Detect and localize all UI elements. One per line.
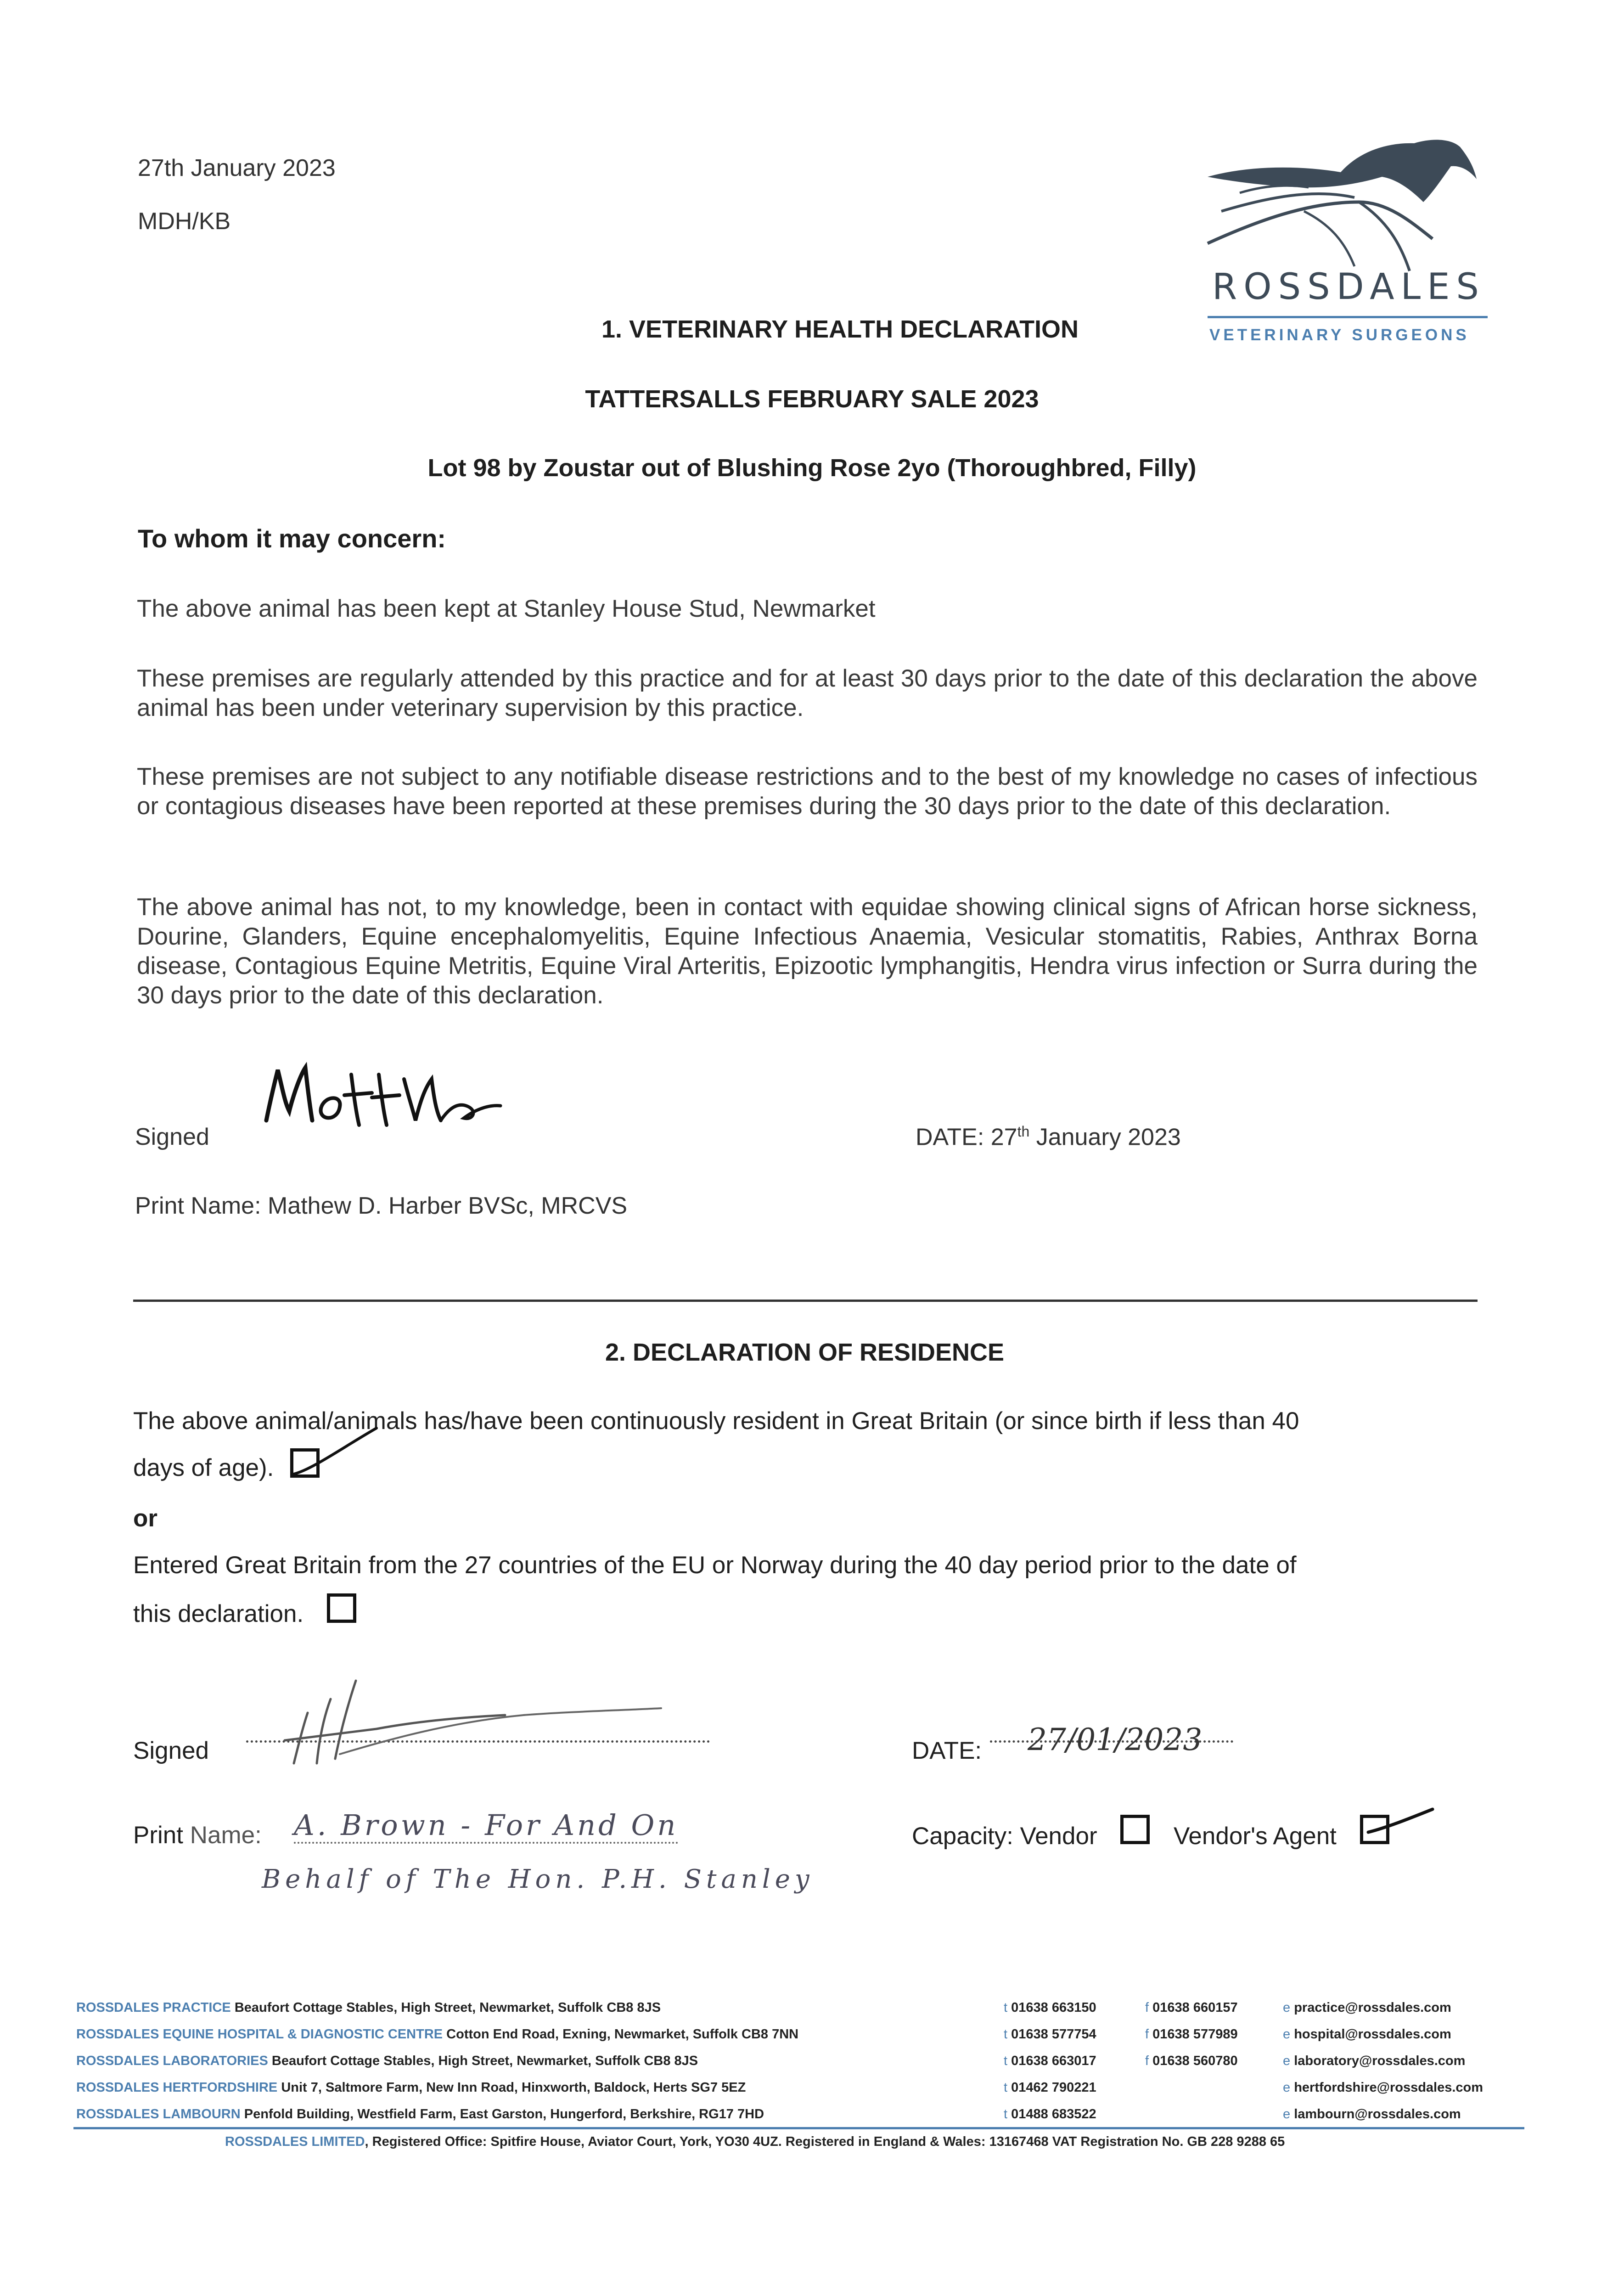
paragraph-restrictions: These premises are not subject to any notifiable disease restrictions and to the best of my knowledge no cases of infectious or contagious diseases have been reported at these premises during the 30 days prior to the date of this declaration. bbox=[137, 763, 1478, 820]
agent-check-mark-icon bbox=[1354, 1800, 1437, 1855]
vet-signature bbox=[257, 1052, 514, 1139]
section1-heading: 1. VETERINARY HEALTH DECLARATION bbox=[601, 315, 1079, 343]
section-divider bbox=[133, 1300, 1478, 1302]
print-name-value-line1: A. Brown - For And On bbox=[294, 1808, 678, 1844]
footer-fax-practice: f 01638 660157 bbox=[1145, 2000, 1238, 2015]
footer-phone-laboratories: t 01638 663017 bbox=[1004, 2054, 1096, 2068]
letter-reference: MDH/KB bbox=[138, 208, 231, 235]
footer-email-hospital[interactable]: e hospital@rossdales.com bbox=[1283, 2027, 1451, 2042]
capacity-label: Capacity: Vendor bbox=[912, 1823, 1097, 1850]
option1-check-mark-icon bbox=[275, 1419, 386, 1492]
footer-row-laboratories: ROSSDALES LABORATORIES Beaufort Cottage Stables, High Street, Newmarket, Suffolk CB8 8JS bbox=[76, 2054, 698, 2068]
signed-label-1: Signed bbox=[135, 1124, 209, 1150]
horse-logo-icon bbox=[1194, 133, 1492, 276]
footer-fax-hospital: f 01638 577989 bbox=[1145, 2027, 1238, 2042]
paragraph-premises: The above animal has been kept at Stanley House Stud, Newmarket bbox=[137, 595, 876, 622]
footer-phone-hospital: t 01638 577754 bbox=[1004, 2027, 1096, 2042]
signed-label-2: Signed bbox=[133, 1737, 209, 1764]
footer-phone-practice: t 01638 663150 bbox=[1004, 2000, 1096, 2015]
vendor-checkbox[interactable] bbox=[1120, 1815, 1150, 1844]
vendor-signature bbox=[266, 1671, 680, 1773]
date-label-2: DATE: bbox=[912, 1737, 982, 1764]
footer-fax-laboratories: f 01638 560780 bbox=[1145, 2054, 1238, 2068]
footer-email-practice[interactable]: e practice@rossdales.com bbox=[1283, 2000, 1451, 2015]
sale-title: TATTERSALLS FEBRUARY SALE 2023 bbox=[585, 385, 1039, 413]
option2-line2: this declaration. bbox=[133, 1600, 304, 1627]
footer-email-laboratories[interactable]: e laboratory@rossdales.com bbox=[1283, 2054, 1466, 2068]
paragraph-supervision: These premises are regularly attended by this practice and for at least 30 days prior to the date of this declaration the above animal has been under veterinary supervision by this practice. bbox=[137, 665, 1478, 721]
option1-line2: days of age). bbox=[133, 1454, 274, 1481]
footer-row-lambourn: ROSSDALES LAMBOURN Penfold Building, Westfield Farm, East Garston, Hungerford, Berkshire, RG17 7HD bbox=[76, 2107, 764, 2122]
footer-row-practice: ROSSDALES PRACTICE Beaufort Cottage Stables, High Street, Newmarket, Suffolk CB8 8JS bbox=[76, 2000, 661, 2015]
option2-checkbox[interactable] bbox=[327, 1593, 356, 1623]
footer-email-lambourn[interactable]: e lambourn@rossdales.com bbox=[1283, 2107, 1461, 2122]
footer-registered: ROSSDALES LIMITED, Registered Office: Spitfire House, Aviator Court, York, YO30 4UZ. Registered in England & Wales: 13167468 VAT Registration No. GB 228 9288 65 bbox=[225, 2134, 1285, 2149]
footer-row-hospital: ROSSDALES EQUINE HOSPITAL & DIAGNOSTIC CENTRE Cotton End Road, Exning, Newmarket, Suffolk CB8 7NN bbox=[76, 2027, 799, 2042]
paragraph-diseases: The above animal has not, to my knowledge, been in contact with equidae showing clinical signs of African horse sickness, Dourine, Glanders, Equine encephalomyelitis, Equine Infectious Anaemia, Vesicular stomatitis, Rabies, Anthrax Borna disease, Contagious Equine Metritis, Equine Viral Arteritis, Epizootic lymphangitis, Hendra virus infection or Surra during the 30 days prior to the date of this declaration. bbox=[137, 894, 1478, 1009]
footer-row-hertfordshire: ROSSDALES HERTFORDSHIRE Unit 7, Saltmore Farm, New Inn Road, Hinxworth, Baldock, Herts SG7 5EZ bbox=[76, 2080, 746, 2095]
logo-rule bbox=[1208, 316, 1488, 318]
salutation: To whom it may concern: bbox=[138, 524, 446, 553]
print-name-value-line2: Behalf of The Hon. P.H. Stanley bbox=[262, 1864, 814, 1894]
option2-line1: Entered Great Britain from the 27 countries of the EU or Norway during the 40 day period prior to the date of bbox=[133, 1552, 1297, 1579]
lot-title: Lot 98 by Zoustar out of Blushing Rose 2yo (Thoroughbred, Filly) bbox=[427, 454, 1197, 482]
letter-date: 27th January 2023 bbox=[138, 155, 336, 181]
date-label-1: DATE: 27th January 2023 bbox=[916, 1123, 1181, 1151]
print-name-label-2: Print Name: bbox=[133, 1822, 262, 1849]
footer-email-hertfordshire[interactable]: e hertfordshire@rossdales.com bbox=[1283, 2080, 1484, 2095]
logo-wordmark: ROSSDALES bbox=[1212, 266, 1485, 308]
rossdales-logo bbox=[1194, 133, 1492, 354]
vendors-agent-label: Vendor's Agent bbox=[1174, 1823, 1337, 1850]
footer-phone-hertfordshire: t 01462 790221 bbox=[1004, 2080, 1096, 2095]
option1-line1: The above animal/animals has/have been continuously resident in Great Britain (or since birth if less than 40 bbox=[133, 1407, 1299, 1435]
print-name-1: Print Name: Mathew D. Harber BVSc, MRCVS bbox=[135, 1193, 628, 1219]
logo-subtitle: VETERINARY SURGEONS bbox=[1209, 326, 1470, 344]
or-label: or bbox=[133, 1505, 157, 1532]
section2-heading: 2. DECLARATION OF RESIDENCE bbox=[605, 1339, 1005, 1366]
date-value-2: 27/01/2023 bbox=[1028, 1722, 1203, 1757]
footer-phone-lambourn: t 01488 683522 bbox=[1004, 2107, 1096, 2122]
footer-rule bbox=[73, 2127, 1524, 2129]
